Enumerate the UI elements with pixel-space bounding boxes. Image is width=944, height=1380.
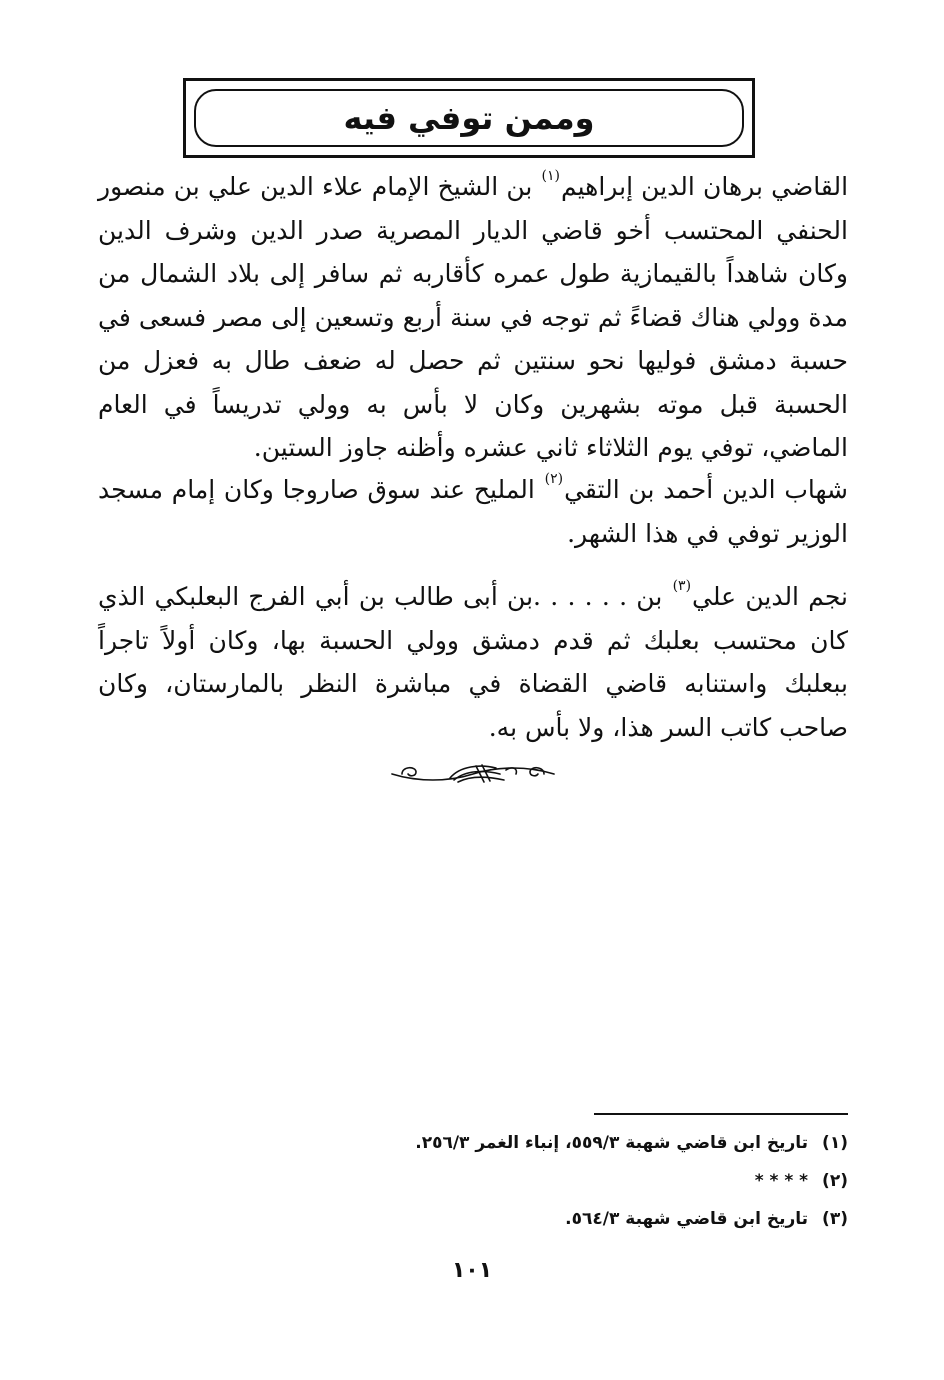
paragraph-text: القاضي برهان الدين إبراهيم (561, 172, 849, 201)
footnote-text: تاريخ ابن قاضي شهبة ٥٥٩/٣، إنباء الغمر ٢٥٦/٣. (415, 1133, 809, 1153)
paragraph-text: نجم الدين علي (692, 582, 849, 611)
footnote-text: تاريخ ابن قاضي شهبة ٥٦٤/٣. (565, 1209, 809, 1229)
footnote-marker: (٣) (672, 578, 692, 594)
footnote-marker: (٢) (544, 471, 564, 487)
footnote-separator (594, 1113, 848, 1115)
footnote-number: (٣) (822, 1209, 848, 1229)
paragraph-shihab-al-din (98, 468, 848, 555)
paragraph-text: شهاب الدين أحمد بن التقي (564, 475, 849, 504)
footnotes (300, 1124, 848, 1238)
footnote-number: (١) (822, 1133, 848, 1153)
paragraph-text: بن . . . . . .بن أبى طالب بن أبي الفرج البعلبكي الذي كان محتسب بعلبك ثم قدم دمشق وولي الحسبة بها، وكان أولاً تاجراً ببعلبك واستنابه قاضي القضاة في مباشرة النظر بالمارستان، وكان صاحب كاتب السر هذا، ولا بأس به. (98, 582, 848, 742)
footnote-item (300, 1200, 848, 1238)
footnote-text: * * * * (754, 1171, 809, 1191)
footnote-item (300, 1124, 848, 1162)
footnote-marker: (١) (541, 168, 560, 184)
paragraph-najm-al-din (98, 575, 848, 749)
footnote-item (300, 1162, 848, 1200)
section-title: وممن توفي فيه (343, 99, 595, 137)
paragraph-burhan-al-din (98, 165, 848, 470)
footnote-number: (٢) (822, 1171, 848, 1191)
heading-inner-frame (194, 89, 744, 147)
paragraph-text: بن الشيخ الإمام علاء الدين علي بن منصور الحنفي المحتسب أخو قاضي الديار المصرية صدر الدين وشرف الدين وكان شاهداً بالقيمازية طول عمره كأقاربه ثم سافر إلى بلاد الشمال من مدة وولي هناك قضاءً ثم توجه في سنة أربع وتسعين إلى مصر فسعى في حسبة دمشق فوليها نحو سنتين ثم حصل له ضعف طال به فعزل من الحسبة قبل موته بشهرين وكان لا بأس به وولي تدريساً في العام الماضي، توفي يوم الثلاثاء ثاني عشره وأظنه جاوز الستين. (98, 172, 848, 462)
paragraph-text: المليح عند سوق صاروجا وكان إمام مسجد الوزير توفي في هذا الشهر. (98, 475, 848, 548)
heading-frame (183, 78, 755, 158)
ornament-divider-icon (388, 756, 558, 790)
page-number: ١٠١ (451, 1258, 493, 1283)
